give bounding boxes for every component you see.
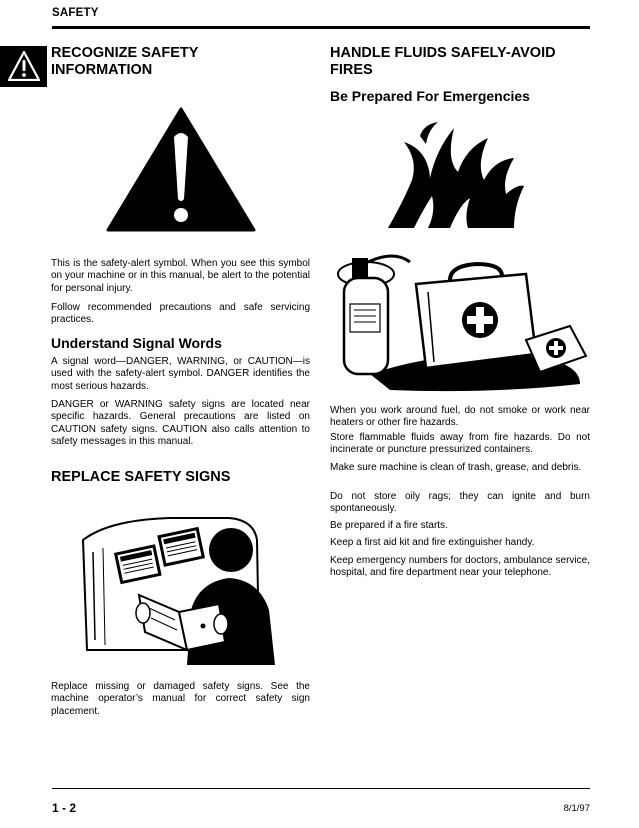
heading-be-prepared: Be Prepared For Emergencies bbox=[330, 88, 530, 104]
paragraph-first-aid-kit: Keep a first aid kit and fire extinguisher handy. bbox=[330, 537, 535, 548]
safety-signs-illustration bbox=[79, 500, 279, 665]
header-rule bbox=[52, 26, 590, 29]
paragraph-fire-starts: Be prepared if a fire starts. bbox=[330, 520, 448, 531]
paragraph-machine-clean: Make sure machine is clean of trash, grease, and debris. bbox=[330, 462, 582, 473]
paragraph-follow-precautions: Follow recommended precautions and safe servicing practices. bbox=[51, 302, 310, 326]
page-number: 1 - 2 bbox=[52, 801, 77, 815]
fire-flame-icon bbox=[384, 120, 529, 230]
paragraph-alert-symbol: This is the safety-alert symbol. When you see this symbol on your machine or in this manual, be alert to the potential for personal injury. bbox=[51, 258, 310, 294]
paragraph-replace-signs: Replace missing or damaged safety signs. See the machine operator’s manual for correct safety sign placement. bbox=[51, 681, 310, 717]
revision-date: 8/1/97 bbox=[563, 803, 590, 814]
paragraph-emergency-numbers: Keep emergency numbers for doctors, ambulance service, hospital, and fire department near your telephone. bbox=[330, 555, 590, 579]
paragraph-danger-warning: DANGER or WARNING safety signs are located near specific hazards. General precautions are listed on CAUTION safety signs. CAUTION also calls attention to safety messages in this manual. bbox=[51, 399, 310, 448]
paragraph-oily-rags: Do not store oily rags; they can ignite and burn spontaneously. bbox=[330, 491, 590, 515]
heading-handle-fluids: HANDLE FLUIDS SAFELY-AVOID FIRES bbox=[330, 45, 556, 78]
paragraph-store-flammable: Store flammable fluids away from fire hazards. Do not incinerate or puncture pressurized containers. bbox=[330, 432, 590, 456]
safety-alert-symbol-icon bbox=[106, 107, 256, 232]
paragraph-fuel-smoke: When you work around fuel, do not smoke or work near heaters or other fire hazards. bbox=[330, 405, 590, 429]
side-tab bbox=[0, 46, 47, 87]
heading-recognize-safety: RECOGNIZE SAFETY INFORMATION bbox=[51, 45, 199, 78]
warning-icon bbox=[8, 51, 40, 81]
footer-rule bbox=[52, 788, 590, 789]
extinguisher-and-first-aid-illustration bbox=[330, 244, 592, 394]
paragraph-signal-word: A signal word—DANGER, WARNING, or CAUTION—is used with the safety-alert symbol. DANGER identifies the most serious hazards. bbox=[51, 356, 310, 392]
header-label: SAFETY bbox=[52, 7, 99, 19]
heading-signal-words: Understand Signal Words bbox=[51, 335, 222, 351]
heading-replace-safety-signs: REPLACE SAFETY SIGNS bbox=[51, 469, 231, 485]
